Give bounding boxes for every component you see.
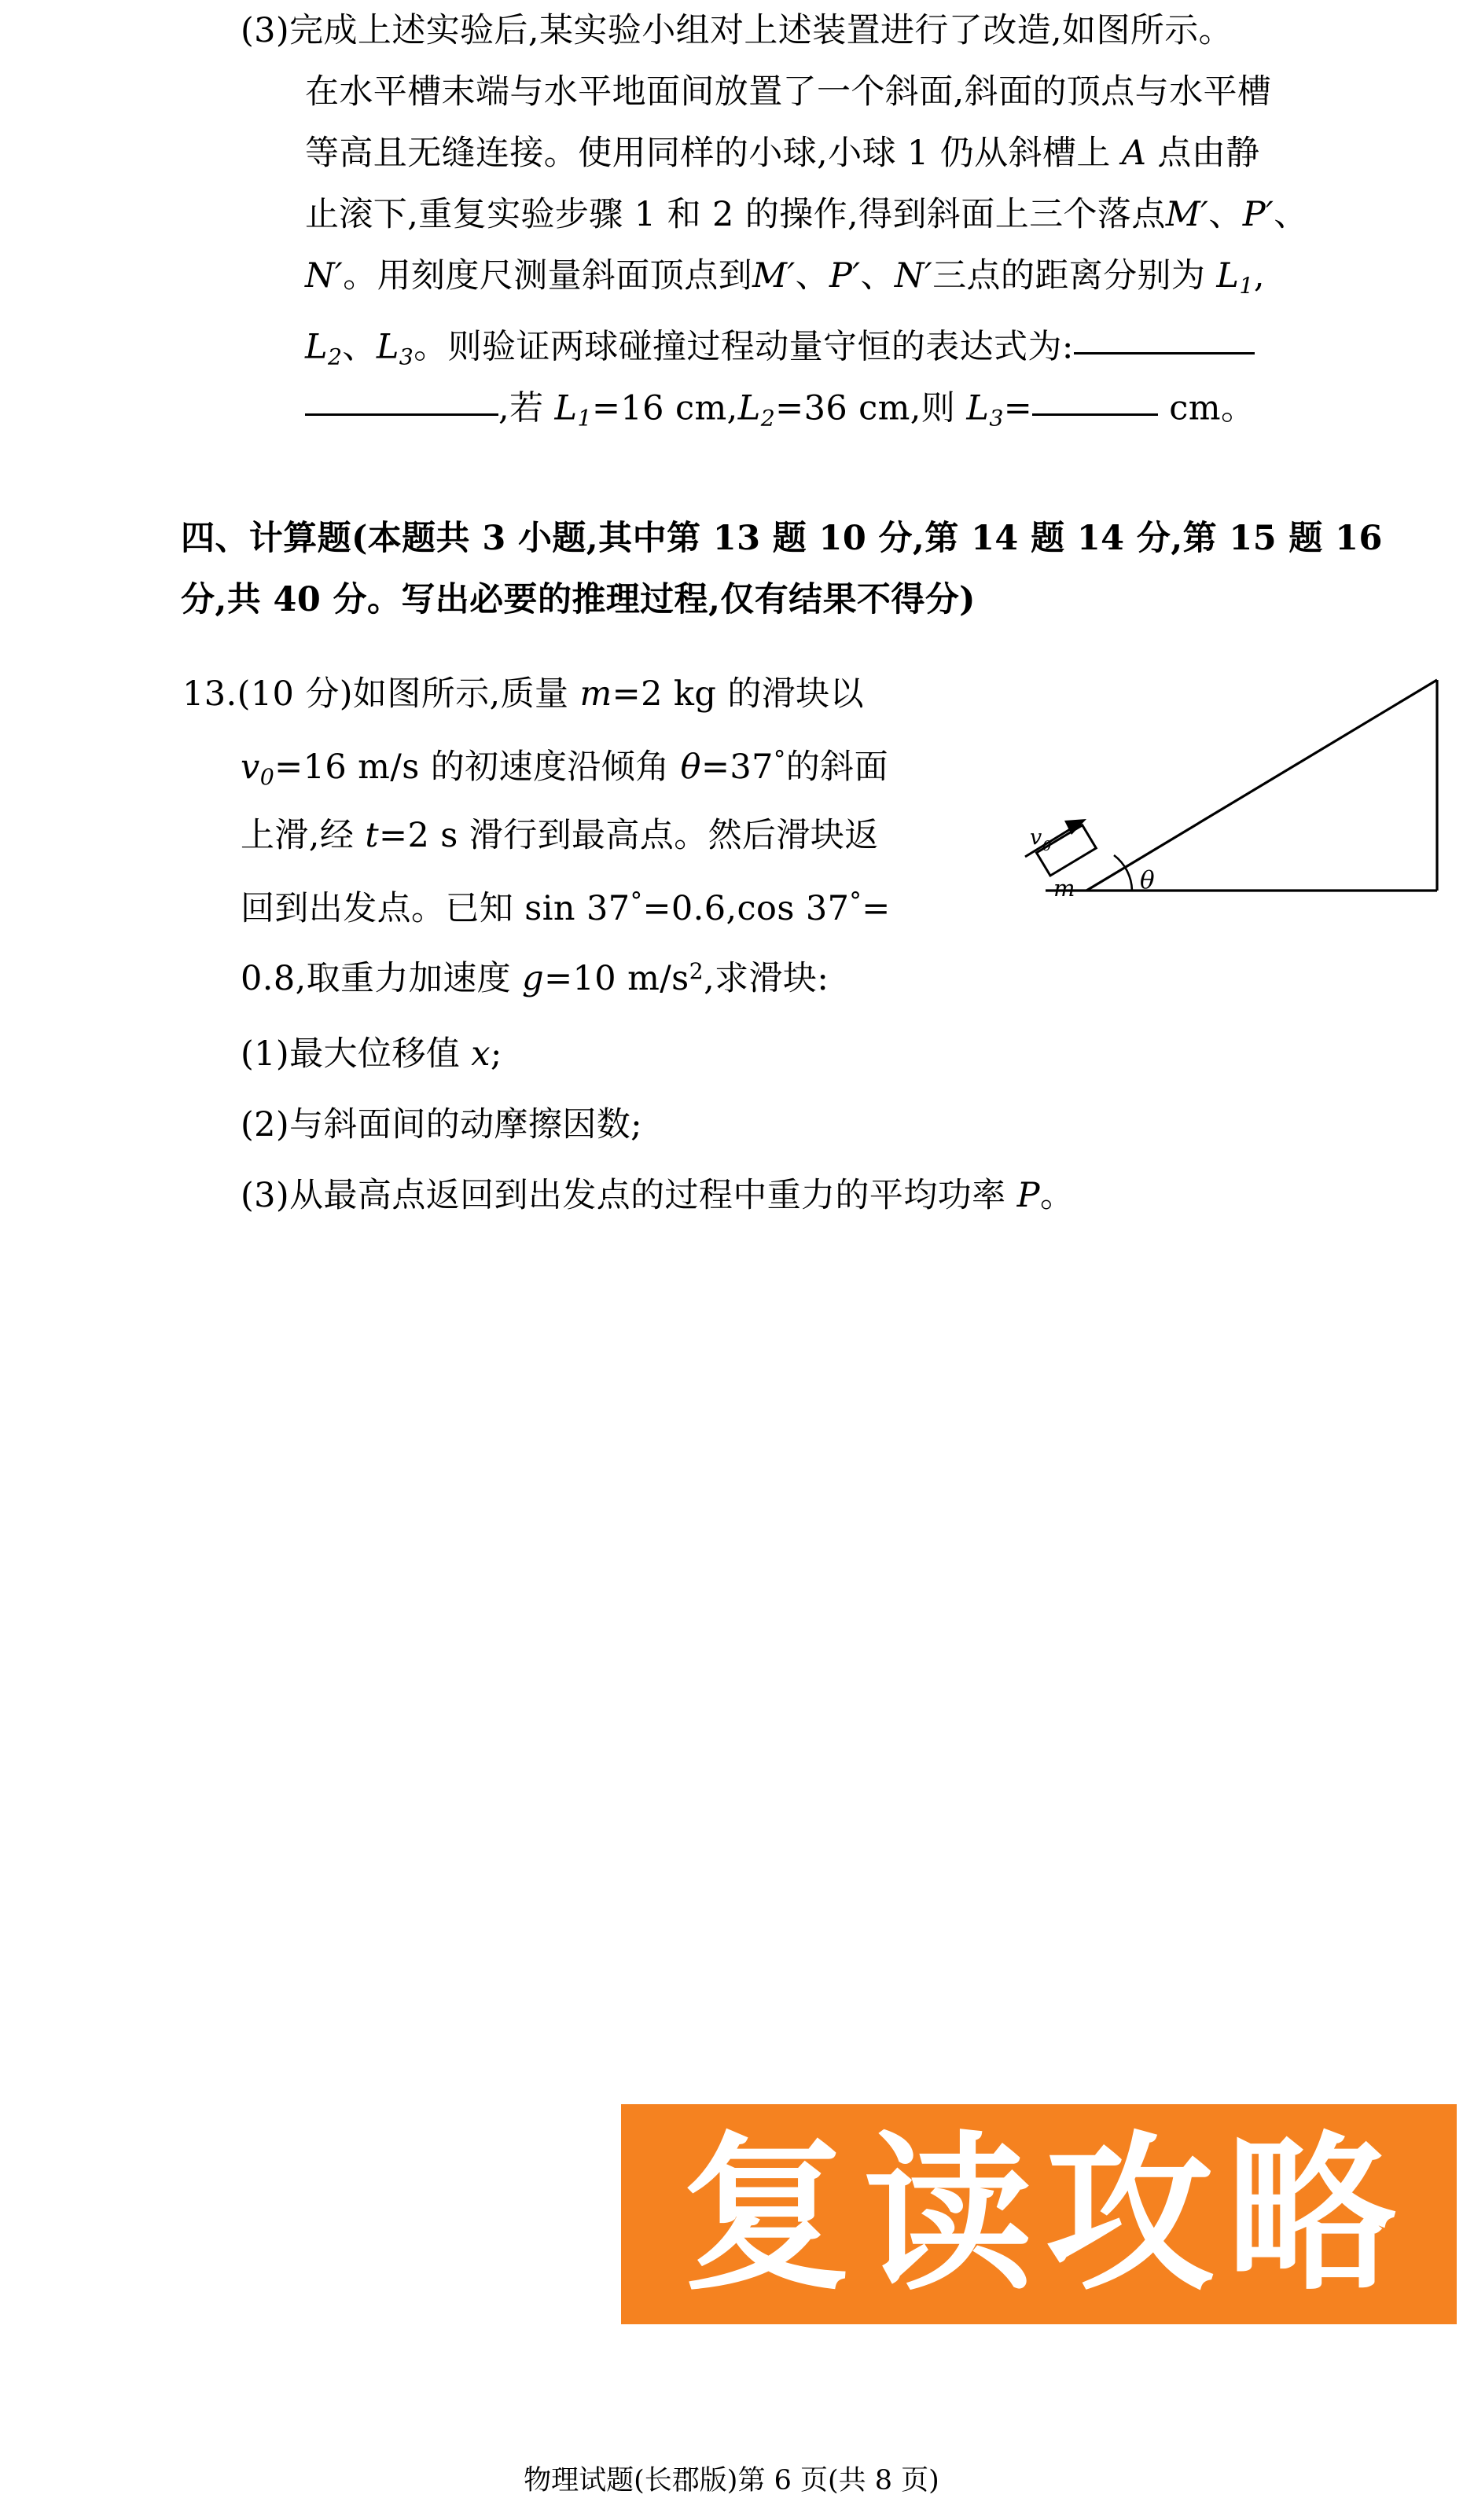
q12-part3-line5-b: 三点的距离分别为	[932, 256, 1217, 296]
q13-line2-a: =16 m/s 的初速度沿倾角	[274, 748, 681, 787]
power-variable: P	[1016, 1176, 1040, 1215]
q12-part3-line1	[241, 11, 1233, 50]
q13-sub3	[241, 1176, 1075, 1215]
q13-points: (10 分)	[237, 674, 353, 714]
q13-sub2	[241, 1105, 643, 1144]
q12-part3-line5-a: 。用刻度尺测量斜面顶点到	[343, 256, 753, 296]
length-L3-subscript: 3	[399, 343, 414, 370]
q13-sub1-end: ;	[490, 1034, 502, 1074]
q13-line1-b: =2 kg 的滑块以	[612, 674, 864, 714]
squared-exponent: 2	[689, 958, 704, 984]
section-four-desc-line2-wrap	[181, 580, 976, 619]
q13-line4-b: =0.6,cos 37	[642, 889, 850, 928]
q13-sub3-marker: (3)	[241, 1176, 290, 1215]
length-L1-variable-2: L	[554, 388, 578, 428]
degree-symbol-1: °	[773, 746, 786, 774]
point-M-prime-variable-2: M′	[752, 256, 796, 296]
length-L3-variable: L	[376, 327, 399, 367]
length-L1-variable: L	[1216, 256, 1240, 296]
q12-part3-line5-comma: ,	[1253, 256, 1265, 296]
answer-blank-expression-part1[interactable]	[1074, 321, 1255, 354]
page-footer	[0, 2459, 1463, 2498]
q13-line2	[241, 748, 888, 788]
point-P-prime-variable: P′	[1242, 195, 1274, 234]
q13-sub1	[241, 1034, 502, 1074]
page-footer-text: 物理试题(长郡版)第 6 页(共 8 页)	[524, 2465, 939, 2496]
q13-number: 13.	[182, 674, 237, 714]
q13-line5	[241, 958, 829, 999]
q12-part3-line5	[305, 256, 1265, 299]
enum-sep-1: 、	[1208, 195, 1243, 234]
q13-sub1-marker: (1)	[241, 1034, 290, 1074]
point-M-prime-variable: M′	[1165, 195, 1209, 234]
section-four-heading	[181, 519, 1383, 558]
length-L2-variable-2: L	[737, 388, 761, 428]
q13-line5-c: ,求滑块:	[704, 959, 829, 999]
degree-symbol-2: °	[630, 887, 643, 916]
q13-line1	[182, 674, 864, 714]
length-L3-variable-2: L	[966, 388, 990, 428]
q12-part3-line2-text: 在水平槽末端与水平地面间放置了一个斜面,斜面的顶点与水平槽	[305, 72, 1272, 112]
angle-label: θ	[1140, 866, 1155, 894]
q12-l3-unit: cm。	[1158, 388, 1255, 428]
enum-sep-5: 、	[342, 327, 377, 367]
length-L2-subscript-2: 2	[760, 405, 776, 432]
velocity-label: v	[1030, 825, 1042, 850]
q13-line2-c: 的斜面	[785, 748, 888, 787]
q13-line2-b: =37	[700, 748, 774, 787]
q13-sub1-text: 最大位移值	[289, 1034, 472, 1074]
q12-part3-line3-b: 点由静	[1146, 134, 1260, 173]
q12-l3-equals: =	[1003, 388, 1033, 428]
promo-banner	[621, 2104, 1457, 2324]
point-A-variable: A	[1121, 134, 1147, 173]
q12-part3-line3	[305, 134, 1260, 173]
initial-velocity-variable: v	[241, 748, 260, 787]
gravity-variable: g	[522, 959, 545, 999]
q13-line3	[241, 816, 879, 855]
q12-part3-line7	[305, 382, 1255, 430]
length-L2-subscript: 2	[327, 343, 343, 370]
q13-line4-c: =	[862, 889, 891, 928]
q12-l2-value: =36 cm,则	[775, 388, 967, 428]
section-four-desc-line1: (本题共 3 小题,其中第 13 题 10 分,第 14 题 14 分,第 15 题 16	[351, 519, 1383, 558]
displacement-variable: x	[471, 1034, 491, 1074]
q12-part3-line4-a: 止滚下,重复实验步骤 1 和 2 的操作,得到斜面上三个落点	[305, 195, 1166, 234]
q13-line4-a: 回到出发点。已知 sin 37	[241, 889, 630, 928]
incline-surface-line	[1086, 680, 1437, 891]
answer-blank-L3[interactable]	[1032, 382, 1158, 416]
q13-line3-b: =2 s 滑行到最高点。然后滑块返	[379, 816, 879, 855]
section-four-title: 四、计算题	[181, 519, 351, 558]
q13-sub2-text: 与斜面间的动摩擦因数;	[289, 1105, 643, 1144]
q13-line1-a: 如图所示,质量	[352, 674, 580, 714]
mass-variable: m	[579, 674, 612, 714]
enum-sep-3: 、	[795, 256, 830, 296]
time-variable: t	[365, 816, 380, 855]
q13-line5-a: 0.8,取重力加速度	[241, 959, 523, 999]
q12-part3-line3-a: 等高且无缝连接。使用同样的小球,小球 1 仍从斜槽上	[305, 134, 1122, 173]
q12-part3-line7-comma: ,若	[498, 388, 555, 428]
initial-velocity-subscript: 0	[259, 763, 275, 790]
length-L1-subscript: 1	[1239, 272, 1254, 299]
section-four-desc-line2: 分,共 40 分。写出必要的推理过程,仅有结果不得分)	[181, 580, 976, 619]
enum-sep-4: 、	[860, 256, 895, 296]
answer-blank-expression-part2[interactable]	[305, 382, 498, 416]
q12-part3-line6-text: 。则验证两球碰撞过程动量守恒的表达式为:	[414, 327, 1074, 367]
q13-line5-b: =10 m/s	[544, 959, 689, 999]
q12-part3-line2	[305, 72, 1272, 112]
enum-sep-2: 、	[1274, 195, 1308, 234]
q13-line4	[241, 887, 891, 928]
velocity-label-subscript: 0	[1042, 838, 1052, 854]
degree-symbol-3: °	[849, 887, 862, 916]
q12-part3-line6	[305, 321, 1255, 369]
q12-part3-marker: (3)	[241, 11, 290, 50]
incline-plane-figure	[992, 670, 1463, 906]
q13-sub2-marker: (2)	[241, 1105, 290, 1144]
q12-part3-line4	[305, 195, 1308, 234]
length-L1-subscript-2: 1	[577, 405, 592, 432]
q12-l1-value: =16 cm,	[591, 388, 738, 428]
q12-part3-line1-text: 完成上述实验后,某实验小组对上述装置进行了改造,如图所示。	[289, 11, 1233, 50]
point-P-prime-variable-2: P′	[829, 256, 861, 296]
promo-banner-text: 复读攻略	[682, 2115, 1409, 2313]
block-mass-label: m	[1053, 875, 1075, 902]
length-L2-variable: L	[305, 327, 328, 367]
q13-sub3-text: 从最高点返回到出发点的过程中重力的平均功率	[289, 1176, 1017, 1215]
point-N-prime-variable-2: N′	[894, 256, 933, 296]
theta-variable: θ	[680, 748, 701, 787]
length-L3-subscript-2: 3	[989, 405, 1004, 432]
q13-line3-a: 上滑,经	[241, 816, 366, 855]
point-N-prime-variable: N′	[305, 256, 344, 296]
q13-sub3-end: 。	[1039, 1176, 1075, 1215]
